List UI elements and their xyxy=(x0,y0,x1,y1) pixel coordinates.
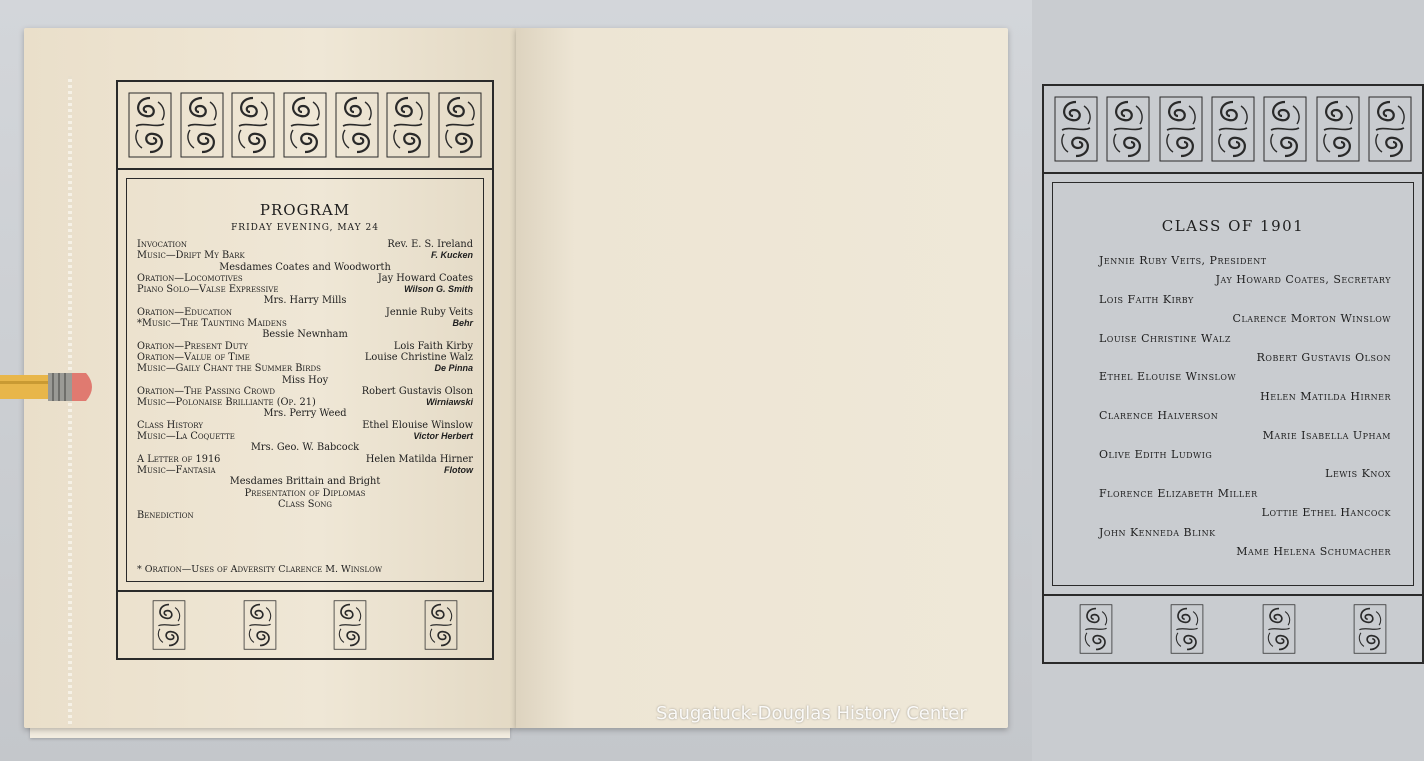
leader-dots xyxy=(203,420,362,431)
program-performer: Flotow xyxy=(444,464,473,475)
program-subline: Mesdames Coates and Woodworth xyxy=(219,261,391,273)
scroll-ornament-icon xyxy=(128,92,172,158)
class-frame xyxy=(1042,84,1424,664)
program-item: Music—Drift My Bark xyxy=(137,250,245,262)
program-frame xyxy=(116,80,494,660)
program-item: Music—La Coquette xyxy=(137,431,235,443)
program-item: Music—Gaily Chant the Summer Birds xyxy=(137,363,321,375)
leader-dots xyxy=(248,341,394,352)
program-subline: Mrs. Geo. W. Babcock xyxy=(250,442,360,454)
program-performer: Ethel Elouise Winslow xyxy=(362,419,473,431)
ornament-band-bottom xyxy=(1044,594,1422,662)
class-member: Louise Christine Walz xyxy=(1099,331,1231,345)
program-row xyxy=(137,307,473,318)
class-member: Lewis Knox xyxy=(1325,467,1391,481)
scroll-ornament-icon xyxy=(1151,604,1223,654)
program-item: Oration—Locomotives xyxy=(137,272,243,284)
scroll-ornament-icon xyxy=(314,600,386,650)
class-title: CLASS OF 1901 xyxy=(1161,217,1305,235)
scroll-ornament-icon xyxy=(1054,96,1098,162)
program-row xyxy=(137,386,473,397)
class-page xyxy=(516,28,1391,728)
program-subline: Mrs. Perry Weed xyxy=(263,408,347,420)
program-row xyxy=(137,454,473,465)
leader-dots xyxy=(321,363,435,374)
scroll-ornament-icon xyxy=(1368,96,1412,162)
class-member: Lois Faith Kirby xyxy=(1099,292,1194,306)
program-panel xyxy=(126,178,484,582)
program-performer: De Pinna xyxy=(434,363,473,374)
leader-dots xyxy=(187,239,387,250)
program-row xyxy=(137,273,473,284)
program-subline: Class Song xyxy=(278,498,332,510)
leader-dots xyxy=(316,397,426,408)
program-row xyxy=(137,250,473,261)
program-performer: Helen Matilda Hirner xyxy=(365,453,473,465)
program-subline: Miss Hoy xyxy=(281,374,329,386)
leader-dots xyxy=(245,250,431,261)
program-row xyxy=(137,284,473,295)
scroll-ornament-icon xyxy=(283,92,327,158)
class-member: Florence Elizabeth Miller xyxy=(1099,486,1258,500)
scroll-ornament-icon xyxy=(1334,604,1406,654)
program-row xyxy=(137,352,473,363)
class-member: Clarence Halverson xyxy=(1099,409,1219,423)
class-member: John Kenneda Blink xyxy=(1099,525,1216,539)
program-item: Oration—Present Duty xyxy=(137,340,248,352)
scroll-ornament-icon xyxy=(1060,604,1132,654)
program-subline: Mesdames Brittain and Bright xyxy=(229,476,381,488)
class-panel xyxy=(1052,182,1414,586)
class-member: Mame Helena Schumacher xyxy=(1236,545,1391,559)
program-performer: Robert Gustavis Olson xyxy=(361,385,473,397)
leader-dots xyxy=(220,454,365,465)
program-footnote: * Oration—Uses of Adversity Clarence M. Winslow xyxy=(137,564,383,575)
program-subline: Mrs. Harry Mills xyxy=(263,295,347,307)
pencil-icon xyxy=(0,369,98,405)
scroll-ornament-icon xyxy=(438,92,482,158)
program-item: Oration—Value of Time xyxy=(137,351,250,363)
program-item: *Music—The Taunting Maidens xyxy=(137,318,287,330)
scroll-ornament-icon xyxy=(1211,96,1255,162)
program-item: Oration—The Passing Crowd xyxy=(137,385,275,397)
program-performer: Victor Herbert xyxy=(413,431,473,442)
class-member: Olive Edith Ludwig xyxy=(1099,448,1213,462)
program-row xyxy=(137,341,473,352)
program-subtitle: FRIDAY EVENING, MAY 24 xyxy=(231,223,379,233)
program-row xyxy=(137,397,473,408)
program-performer: Jay Howard Coates xyxy=(377,272,473,284)
scroll-ornament-icon xyxy=(1316,96,1360,162)
program-subline: Presentation of Diplomas xyxy=(244,487,366,499)
program-item: Oration—Education xyxy=(137,306,233,318)
program-row xyxy=(137,465,473,476)
program-item: Music—Fantasia xyxy=(137,464,216,476)
scroll-ornament-icon xyxy=(405,600,477,650)
program-row xyxy=(137,510,473,521)
leader-dots xyxy=(278,284,404,295)
scroll-ornament-icon xyxy=(1263,96,1307,162)
scroll-ornament-icon xyxy=(1106,96,1150,162)
class-member: Ethel Elouise Winslow xyxy=(1099,370,1237,384)
program-subline: Bessie Newnham xyxy=(262,329,348,341)
program-item: Benediction xyxy=(137,510,194,522)
leader-dots xyxy=(232,307,386,318)
program-performer: Rev. E. S. Ireland xyxy=(387,239,473,250)
program-item: Music—Polonaise Brilliante (Op. 21) xyxy=(137,397,316,409)
leader-dots xyxy=(287,318,453,329)
program-performer: F. Kucken xyxy=(430,250,473,261)
class-member: Helen Matilda Hirner xyxy=(1260,389,1391,403)
ornament-band-top xyxy=(118,82,492,170)
program-item: Class History xyxy=(137,419,203,431)
program-item: A Letter of 1916 xyxy=(137,453,221,465)
booklet xyxy=(24,28,1391,732)
program-performer: Lois Faith Kirby xyxy=(393,340,473,352)
scroll-ornament-icon xyxy=(224,600,296,650)
program-row xyxy=(137,431,473,442)
leader-dots xyxy=(275,386,362,397)
scroll-ornament-icon xyxy=(1159,96,1203,162)
program-row xyxy=(137,239,473,250)
program-item: Piano Solo—Valse Expressive xyxy=(137,284,279,296)
program-list xyxy=(137,239,473,521)
program-performer: Jennie Ruby Veits xyxy=(385,306,473,318)
ornament-band-bottom xyxy=(118,590,492,658)
class-member: Jennie Ruby Veits, President xyxy=(1099,254,1267,267)
scroll-ornament-icon xyxy=(386,92,430,158)
scroll-ornament-icon xyxy=(231,92,275,158)
scroll-ornament-icon xyxy=(133,600,205,650)
scroll-ornament-icon xyxy=(1243,604,1315,654)
program-row xyxy=(137,363,473,374)
program-row xyxy=(137,318,473,329)
class-member: Lottie Ethel Hancock xyxy=(1261,506,1391,520)
leader-dots xyxy=(216,465,444,476)
scroll-ornament-icon xyxy=(335,92,379,158)
class-member: Robert Gustavis Olson xyxy=(1256,351,1391,365)
leader-dots xyxy=(235,431,413,442)
class-member: Marie Isabella Upham xyxy=(1262,428,1391,442)
program-performer: Louise Christine Walz xyxy=(364,351,473,363)
program-performer: Wirniawski xyxy=(426,397,473,408)
leader-dots xyxy=(250,352,365,363)
leader-dots xyxy=(243,273,378,284)
program-row xyxy=(137,420,473,431)
program-performer: Wilson G. Smith xyxy=(404,284,473,295)
scroll-ornament-icon xyxy=(180,92,224,158)
ornament-band-top xyxy=(1044,86,1422,174)
class-member: Clarence Morton Winslow xyxy=(1232,312,1391,326)
class-member-list xyxy=(1099,251,1391,562)
program-performer: Behr xyxy=(452,318,473,329)
leader-dots xyxy=(194,510,473,521)
watermark: Saugatuck-Douglas History Center xyxy=(656,703,967,724)
program-title: PROGRAM xyxy=(259,201,351,219)
class-member: Jay Howard Coates, Secretary xyxy=(1215,273,1391,287)
program-item: Invocation xyxy=(137,239,187,250)
